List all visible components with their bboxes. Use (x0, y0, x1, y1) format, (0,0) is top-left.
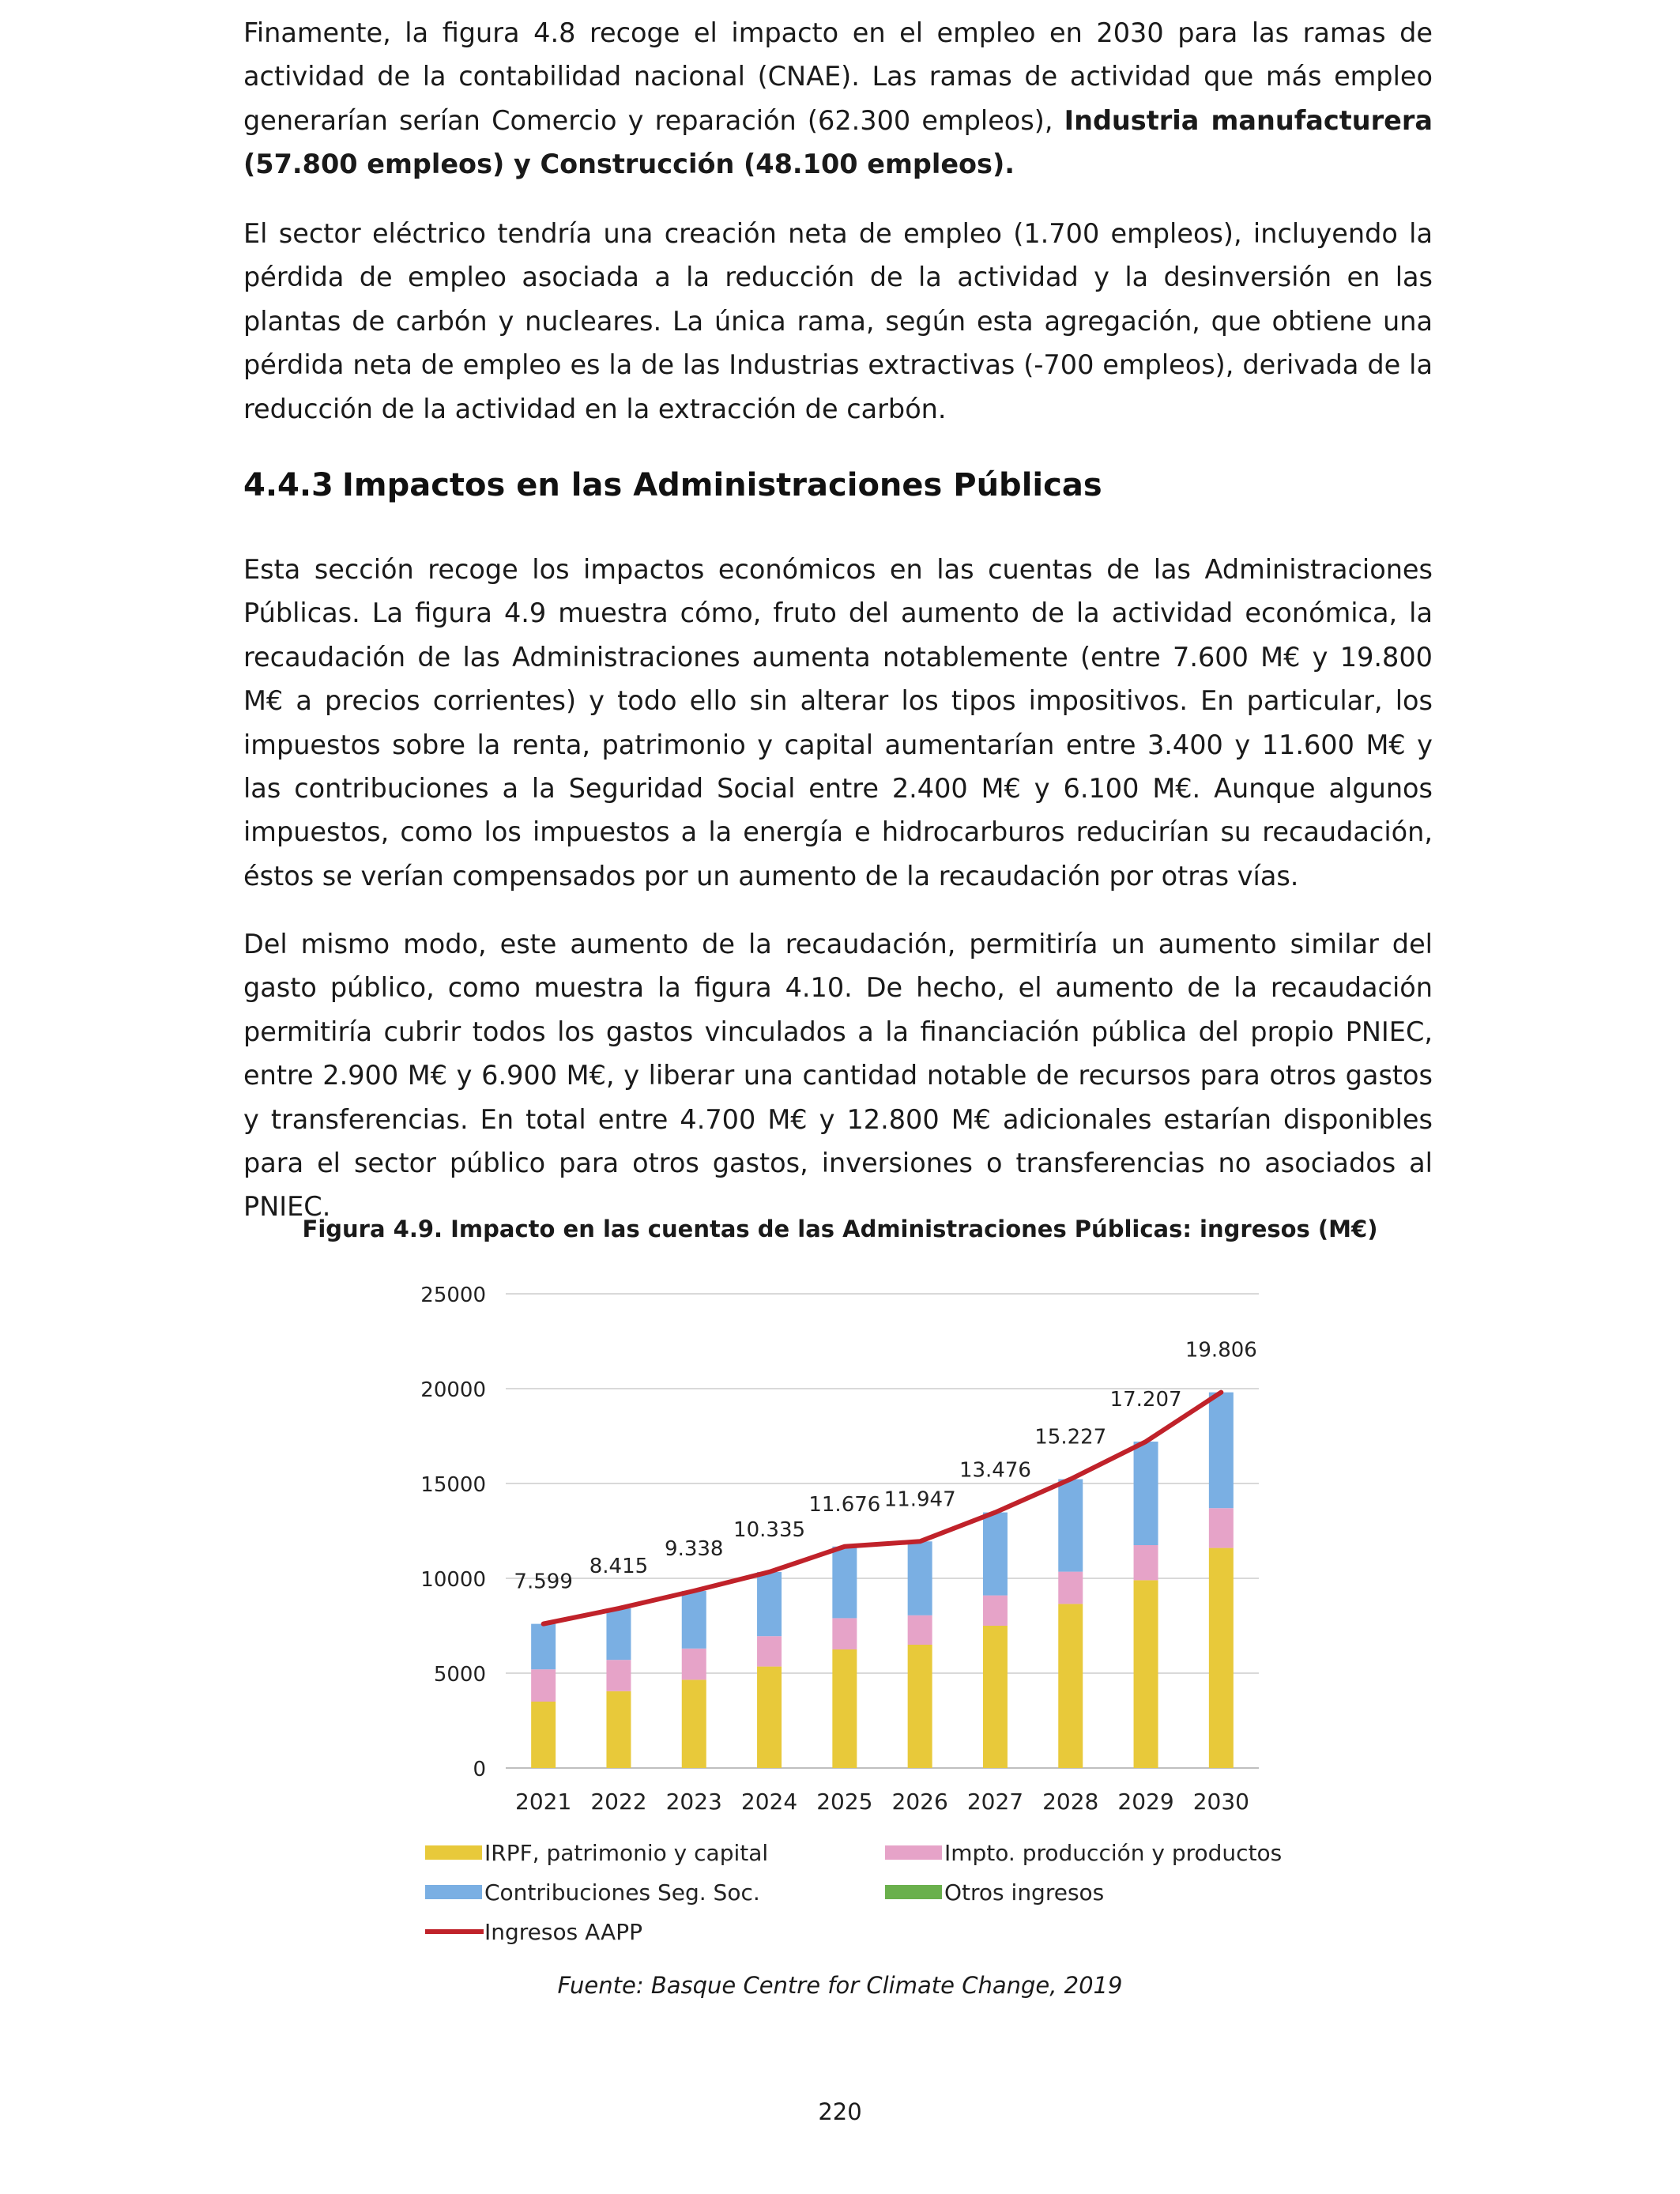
data-label: 7.599 (514, 1570, 573, 1594)
bar-segment (832, 1547, 857, 1619)
x-tick-label: 2022 (590, 1789, 647, 1815)
section-number: 4.4.3 (243, 467, 333, 503)
bar-segment (1058, 1572, 1083, 1604)
data-label: 8.415 (589, 1555, 649, 1579)
y-tick-label: 5000 (433, 1663, 486, 1687)
bar-segment (531, 1624, 556, 1670)
bar-segment (531, 1669, 556, 1702)
x-tick-label: 2025 (816, 1789, 873, 1815)
paragraph-bold-text: Industria manufacturera (57.800 empleos) y Construcción (48.100 empleos). (243, 104, 1433, 180)
bar-segment (757, 1572, 782, 1636)
line-point (617, 1607, 620, 1610)
y-tick-label: 20000 (420, 1378, 486, 1402)
bar-segment (983, 1626, 1008, 1768)
line-point (918, 1540, 921, 1543)
x-tick-label: 2029 (1117, 1789, 1174, 1815)
figure-source: Fuente: Basque Centre for Climate Change, 2019 (557, 1972, 1123, 1999)
bar-segment (606, 1608, 631, 1660)
legend-swatch (425, 1845, 482, 1860)
bar-segment (1134, 1580, 1158, 1768)
data-label: 10.335 (733, 1517, 806, 1542)
bar-segment (1058, 1604, 1083, 1768)
x-tick-label: 2028 (1042, 1789, 1099, 1815)
line-point (843, 1545, 846, 1548)
legend-label: IRPF, patrimonio y capital (484, 1840, 769, 1866)
bar-segment (1209, 1548, 1234, 1768)
data-label: 17.207 (1109, 1388, 1182, 1412)
bar-segment (908, 1541, 932, 1615)
series-line-ingresos-aapp (544, 1393, 1222, 1624)
bar-segment (757, 1636, 782, 1666)
bar-segment (908, 1615, 932, 1645)
x-tick-label: 2023 (665, 1789, 722, 1815)
x-tick-label: 2021 (515, 1789, 572, 1815)
data-label: 13.476 (959, 1458, 1031, 1483)
line-point (768, 1570, 771, 1574)
line-point (1219, 1391, 1222, 1394)
bar-segment (682, 1679, 706, 1768)
bar-segment (983, 1513, 1008, 1596)
data-label: 15.227 (1034, 1425, 1107, 1449)
line-point (1069, 1478, 1072, 1481)
x-tick-label: 2030 (1192, 1789, 1249, 1815)
bar-segment (606, 1691, 631, 1768)
data-label: 11.676 (808, 1492, 881, 1517)
page-number: 220 (818, 2098, 862, 2125)
y-tick-label: 10000 (420, 1568, 486, 1592)
bar-segment (1134, 1545, 1158, 1580)
legend-swatch (885, 1845, 942, 1860)
data-label: 19.806 (1185, 1338, 1257, 1363)
paragraph-text: Esta sección recoge los impactos económicos en las cuentas de las Administraciones Públicas. La figura 4.9 muestra cómo, fruto del aumento de la actividad económica, la recaudación de las Administraciones aumenta notablemente (entre 7.600 M€ y 19.800 M€ a precios corrientes) y todo ello sin alterar los tipos impositivos. En particular, los impuestos sobre la renta, patrimonio y capital aumentarían entre 3.400 y 11.600 M€ y las contribuciones a la Seguridad Social entre 2.400 M€ y 6.100 M€. Aunque algunos impuestos, como los impuestos a la energía e hidrocarburos reducirían su recaudación, éstos se verían compensados por un aumento de la recaudación por otras vías. (243, 554, 1433, 892)
line-point (993, 1511, 996, 1514)
bar-segment (832, 1649, 857, 1768)
paragraph-text: El sector eléctrico tendría una creación neta de empleo (1.700 empleos), incluyendo la pérdida de empleo asociada a la reducción de la actividad y la desinversión en las plantas de carbón y nucleares. La única rama, según esta agregación, que obtiene una pérdida neta de empleo es la de las Industrias extractivas (-700 empleos), derivada de la reducción de la actividad en la extracción de carbón. (243, 218, 1433, 424)
x-tick-label: 2026 (891, 1789, 948, 1815)
legend-label: Contribuciones Seg. Soc. (484, 1879, 760, 1906)
x-tick-label: 2027 (966, 1789, 1024, 1815)
bar-segment (606, 1660, 631, 1691)
legend-label: Otros ingresos (944, 1879, 1105, 1906)
bar-segment (1209, 1508, 1234, 1547)
figure-caption: Figura 4.9. Impacto en las cuentas de las Administraciones Públicas: ingresos (M€) (302, 1216, 1378, 1242)
y-tick-label: 0 (473, 1758, 486, 1781)
bar-segment (983, 1596, 1008, 1626)
data-label: 9.338 (665, 1536, 724, 1561)
bar-segment (682, 1649, 706, 1680)
bar-segment (908, 1645, 932, 1768)
legend-swatch (425, 1885, 482, 1899)
line-point (1144, 1440, 1147, 1443)
bar-segment (1209, 1393, 1234, 1509)
line-point (542, 1623, 545, 1626)
section-title: Impactos en las Administraciones Públicas (342, 467, 1102, 503)
bar-segment (1134, 1442, 1158, 1545)
bar-segment (757, 1667, 782, 1768)
paragraph-text: Del mismo modo, este aumento de la recaudación, permitiría un aumento similar del gasto público, como muestra la figura 4.10. De hecho, el aumento de la recaudación permitiría cubrir todos los gastos vinculados a la financiación pública del propio PNIEC, entre 2.900 M€ y 6.900 M€, y liberar una cantidad notable de recursos para otros gastos y transferencias. En total entre 4.700 M€ y 12.800 M€ adicionales estarían disponibles para el sector público para otros gastos, inversiones o transferencias no asociados al PNIEC. (243, 929, 1433, 1223)
bar-segment (832, 1618, 857, 1649)
y-tick-label: 15000 (420, 1473, 486, 1497)
y-tick-label: 25000 (420, 1284, 486, 1307)
x-tick-label: 2024 (740, 1789, 798, 1815)
legend-label: Ingresos AAPP (484, 1919, 642, 1945)
data-label: 11.947 (883, 1487, 956, 1512)
bar-segment (682, 1591, 706, 1649)
bar-segment (1058, 1480, 1083, 1572)
bar-segment (531, 1702, 556, 1768)
paragraph-text: Finamente, la figura 4.8 recoge el impacto en el empleo en 2030 para las ramas de actividad de la contabilidad nacional (CNAE). Las ramas de actividad que más empleo generarían serían Comercio y reparación (62.300 empleos), (243, 17, 1433, 136)
line-point (692, 1589, 695, 1593)
legend-label: Impto. producción y productos (944, 1840, 1283, 1866)
legend-swatch (885, 1885, 942, 1899)
